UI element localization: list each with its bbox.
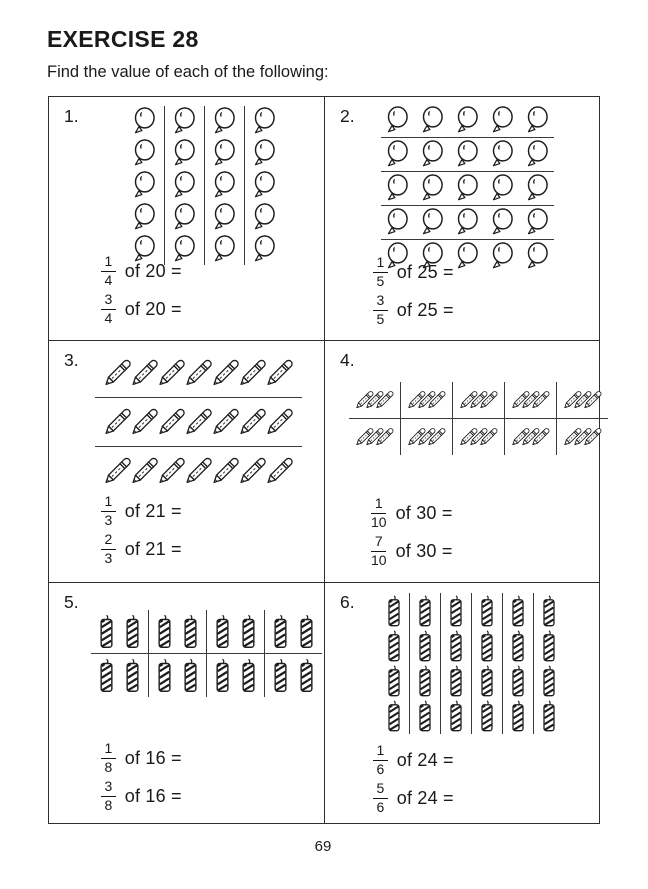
problem-number: 5. [64,592,79,612]
candle-icon [387,630,401,662]
question-text: of 21 = [124,539,182,559]
balloon-icon [489,174,516,203]
item-group [381,104,554,137]
pencil-icon [261,403,298,441]
question-line [373,255,454,290]
balloon-icon [384,208,411,237]
item-group [95,446,302,495]
item-group [556,382,608,418]
question-line [101,292,182,327]
balloon-icon [171,139,198,168]
balloon-icon [489,106,516,135]
candle-icon [241,658,256,693]
problem-cell-3 [49,340,324,582]
candle-icon [418,665,432,697]
fraction-denominator: 6 [376,761,385,777]
balloon-icon [131,203,158,232]
candle-icon [542,595,556,627]
candle-icon [511,700,525,732]
question-text: of 25 = [396,262,454,282]
candle-icon [511,595,525,627]
pencil-icon [580,387,605,413]
item-group [452,418,504,455]
candle-icon [387,700,401,732]
problem-questions [101,741,182,814]
balloon-icon [524,242,551,271]
fraction-denominator: 5 [376,273,385,289]
candle-icon [99,614,114,649]
candle-icon [449,595,463,627]
question-line [101,779,182,814]
fraction-numerator: 1 [371,496,386,514]
balloon-icon [211,171,238,200]
fraction-denominator: 8 [104,797,113,813]
item-group [379,593,409,734]
question-text: of 24 = [396,750,454,770]
item-group [409,593,440,734]
item-group [502,593,533,734]
balloon-icon [489,140,516,169]
balloon-icon [384,174,411,203]
fraction-numerator: 1 [373,255,388,273]
item-group [556,418,608,455]
fraction [371,534,387,568]
fraction-numerator: 3 [101,779,116,797]
balloon-icon [211,107,238,136]
problems-grid [48,96,600,824]
fraction-denominator: 6 [376,799,385,815]
problem-5-figure [91,610,322,697]
candle-icon [387,595,401,627]
candle-icon [418,700,432,732]
fraction [371,496,387,530]
pencil-icon [424,387,449,413]
item-group [95,349,302,397]
item-group [349,418,400,455]
balloon-icon [524,106,551,135]
pencil-icon [476,424,501,450]
candle-icon [418,595,432,627]
balloon-icon [171,171,198,200]
balloon-icon [454,208,481,237]
question-text: of 30 = [395,503,453,523]
candle-icon [542,665,556,697]
candle-icon [299,658,314,693]
fraction-denominator: 3 [104,550,113,566]
problem-questions [101,254,182,327]
fraction-denominator: 8 [104,759,113,775]
fraction-numerator: 5 [373,781,388,799]
candle-icon [273,658,288,693]
balloon-icon [211,235,238,264]
question-line [371,496,453,531]
problem-number: 6. [340,592,355,612]
candle-icon [157,614,172,649]
problem-number: 1. [64,106,79,126]
fraction [373,255,388,289]
item-group [91,610,148,653]
question-text: of 30 = [395,541,453,561]
item-group [244,106,284,265]
balloon-icon [454,140,481,169]
problem-3-figure [95,349,302,495]
candle-icon [449,700,463,732]
balloon-icon [251,171,278,200]
candle-icon [273,614,288,649]
fraction-denominator: 5 [376,311,385,327]
problem-number: 3. [64,350,79,370]
fraction-denominator: 4 [104,272,113,288]
problem-2-figure [381,104,554,273]
candle-icon [480,700,494,732]
fraction-numerator: 3 [101,292,116,310]
item-group [148,610,206,653]
problem-number: 2. [340,106,355,126]
pencil-icon [424,424,449,450]
balloon-icon [171,107,198,136]
fraction [101,741,116,775]
item-group [533,593,564,734]
item-group [204,106,244,265]
item-group [400,418,452,455]
balloon-icon [419,106,446,135]
balloon-icon [131,171,158,200]
pencil-icon [372,424,397,450]
fraction [101,254,116,288]
pencil-icon [528,424,553,450]
fraction-numerator: 7 [371,534,386,552]
balloon-icon [131,139,158,168]
item-group [148,653,206,697]
problem-cell-5 [49,582,324,823]
fraction-numerator: 3 [373,293,388,311]
fraction-denominator: 4 [104,310,113,326]
problem-questions [373,743,454,816]
problem-questions [371,496,453,569]
fraction-denominator: 3 [104,512,113,528]
fraction-numerator: 1 [101,741,116,759]
item-group [206,653,264,697]
problem-cell-1 [49,97,324,340]
question-text: of 21 = [124,501,182,521]
question-line [101,532,182,567]
candle-icon [183,614,198,649]
candle-icon [125,614,140,649]
problem-6-figure [379,593,564,734]
fraction-denominator: 10 [371,514,387,530]
item-group [381,137,554,171]
item-group [504,418,556,455]
candle-icon [157,658,172,693]
balloon-icon [454,106,481,135]
fraction-numerator: 1 [101,494,116,512]
balloon-icon [251,203,278,232]
question-text: of 20 = [124,299,182,319]
question-line [101,741,182,776]
balloon-icon [454,242,481,271]
balloon-icon [384,140,411,169]
item-group [206,610,264,653]
item-group [471,593,502,734]
question-text: of 16 = [124,786,182,806]
fraction-numerator: 1 [101,254,116,272]
problem-cell-2 [324,97,599,340]
balloon-icon [131,107,158,136]
balloon-icon [251,235,278,264]
item-group [349,382,400,418]
candle-icon [183,658,198,693]
candle-icon [449,665,463,697]
balloon-icon [524,174,551,203]
candle-icon [480,665,494,697]
page-number: 69 [314,838,332,855]
question-line [101,494,182,529]
page-title: EXERCISE 28 [47,26,199,52]
fraction [373,743,388,777]
balloon-icon [419,140,446,169]
pencil-icon [372,387,397,413]
item-group [504,382,556,418]
candle-icon [480,595,494,627]
question-text: of 25 = [396,300,454,320]
item-group [400,382,452,418]
fraction-denominator: 10 [371,552,387,568]
candle-icon [542,700,556,732]
question-text: of 16 = [124,748,182,768]
candle-icon [449,630,463,662]
candle-icon [99,658,114,693]
problem-questions [373,255,454,328]
candle-icon [241,614,256,649]
fraction [101,779,116,813]
item-group [381,205,554,239]
item-group [264,610,322,653]
balloon-icon [211,139,238,168]
question-text: of 20 = [124,261,182,281]
candle-icon [299,614,314,649]
problem-questions [101,494,182,567]
balloon-icon [524,208,551,237]
balloon-icon [211,203,238,232]
candle-icon [511,665,525,697]
balloon-icon [251,107,278,136]
balloon-icon [489,208,516,237]
balloon-icon [171,203,198,232]
pencil-icon [580,424,605,450]
item-group [452,382,504,418]
fraction [101,494,116,528]
pencil-icon [261,354,298,392]
item-group [164,106,204,265]
problem-1-figure [125,106,284,265]
problem-cell-4 [324,340,599,582]
candle-icon [418,630,432,662]
fraction-numerator: 2 [101,532,116,550]
question-line [373,293,454,328]
problem-4-figure [349,382,608,455]
balloon-icon [524,140,551,169]
question-line [371,534,453,569]
item-group [125,106,164,265]
candle-icon [125,658,140,693]
item-group [440,593,471,734]
item-group [264,653,322,697]
fraction [373,293,388,327]
question-line [101,254,182,289]
problem-cell-6 [324,582,599,823]
balloon-icon [419,208,446,237]
balloon-icon [251,139,278,168]
candle-icon [215,614,230,649]
balloon-icon [419,174,446,203]
fraction-numerator: 1 [373,743,388,761]
fraction [101,532,116,566]
candle-icon [542,630,556,662]
pencil-icon [528,387,553,413]
item-group [95,397,302,446]
question-line [373,781,454,816]
item-group [91,653,148,697]
pencil-icon [261,452,298,490]
candle-icon [215,658,230,693]
item-group [381,171,554,205]
balloon-icon [489,242,516,271]
candle-icon [387,665,401,697]
balloon-icon [454,174,481,203]
candle-icon [480,630,494,662]
candle-icon [511,630,525,662]
pencil-icon [476,387,501,413]
balloon-icon [384,106,411,135]
fraction [101,292,116,326]
question-line [373,743,454,778]
question-text: of 24 = [396,788,454,808]
problem-number: 4. [340,350,355,370]
fraction [373,781,388,815]
instruction-text: Find the value of each of the following: [47,63,329,81]
